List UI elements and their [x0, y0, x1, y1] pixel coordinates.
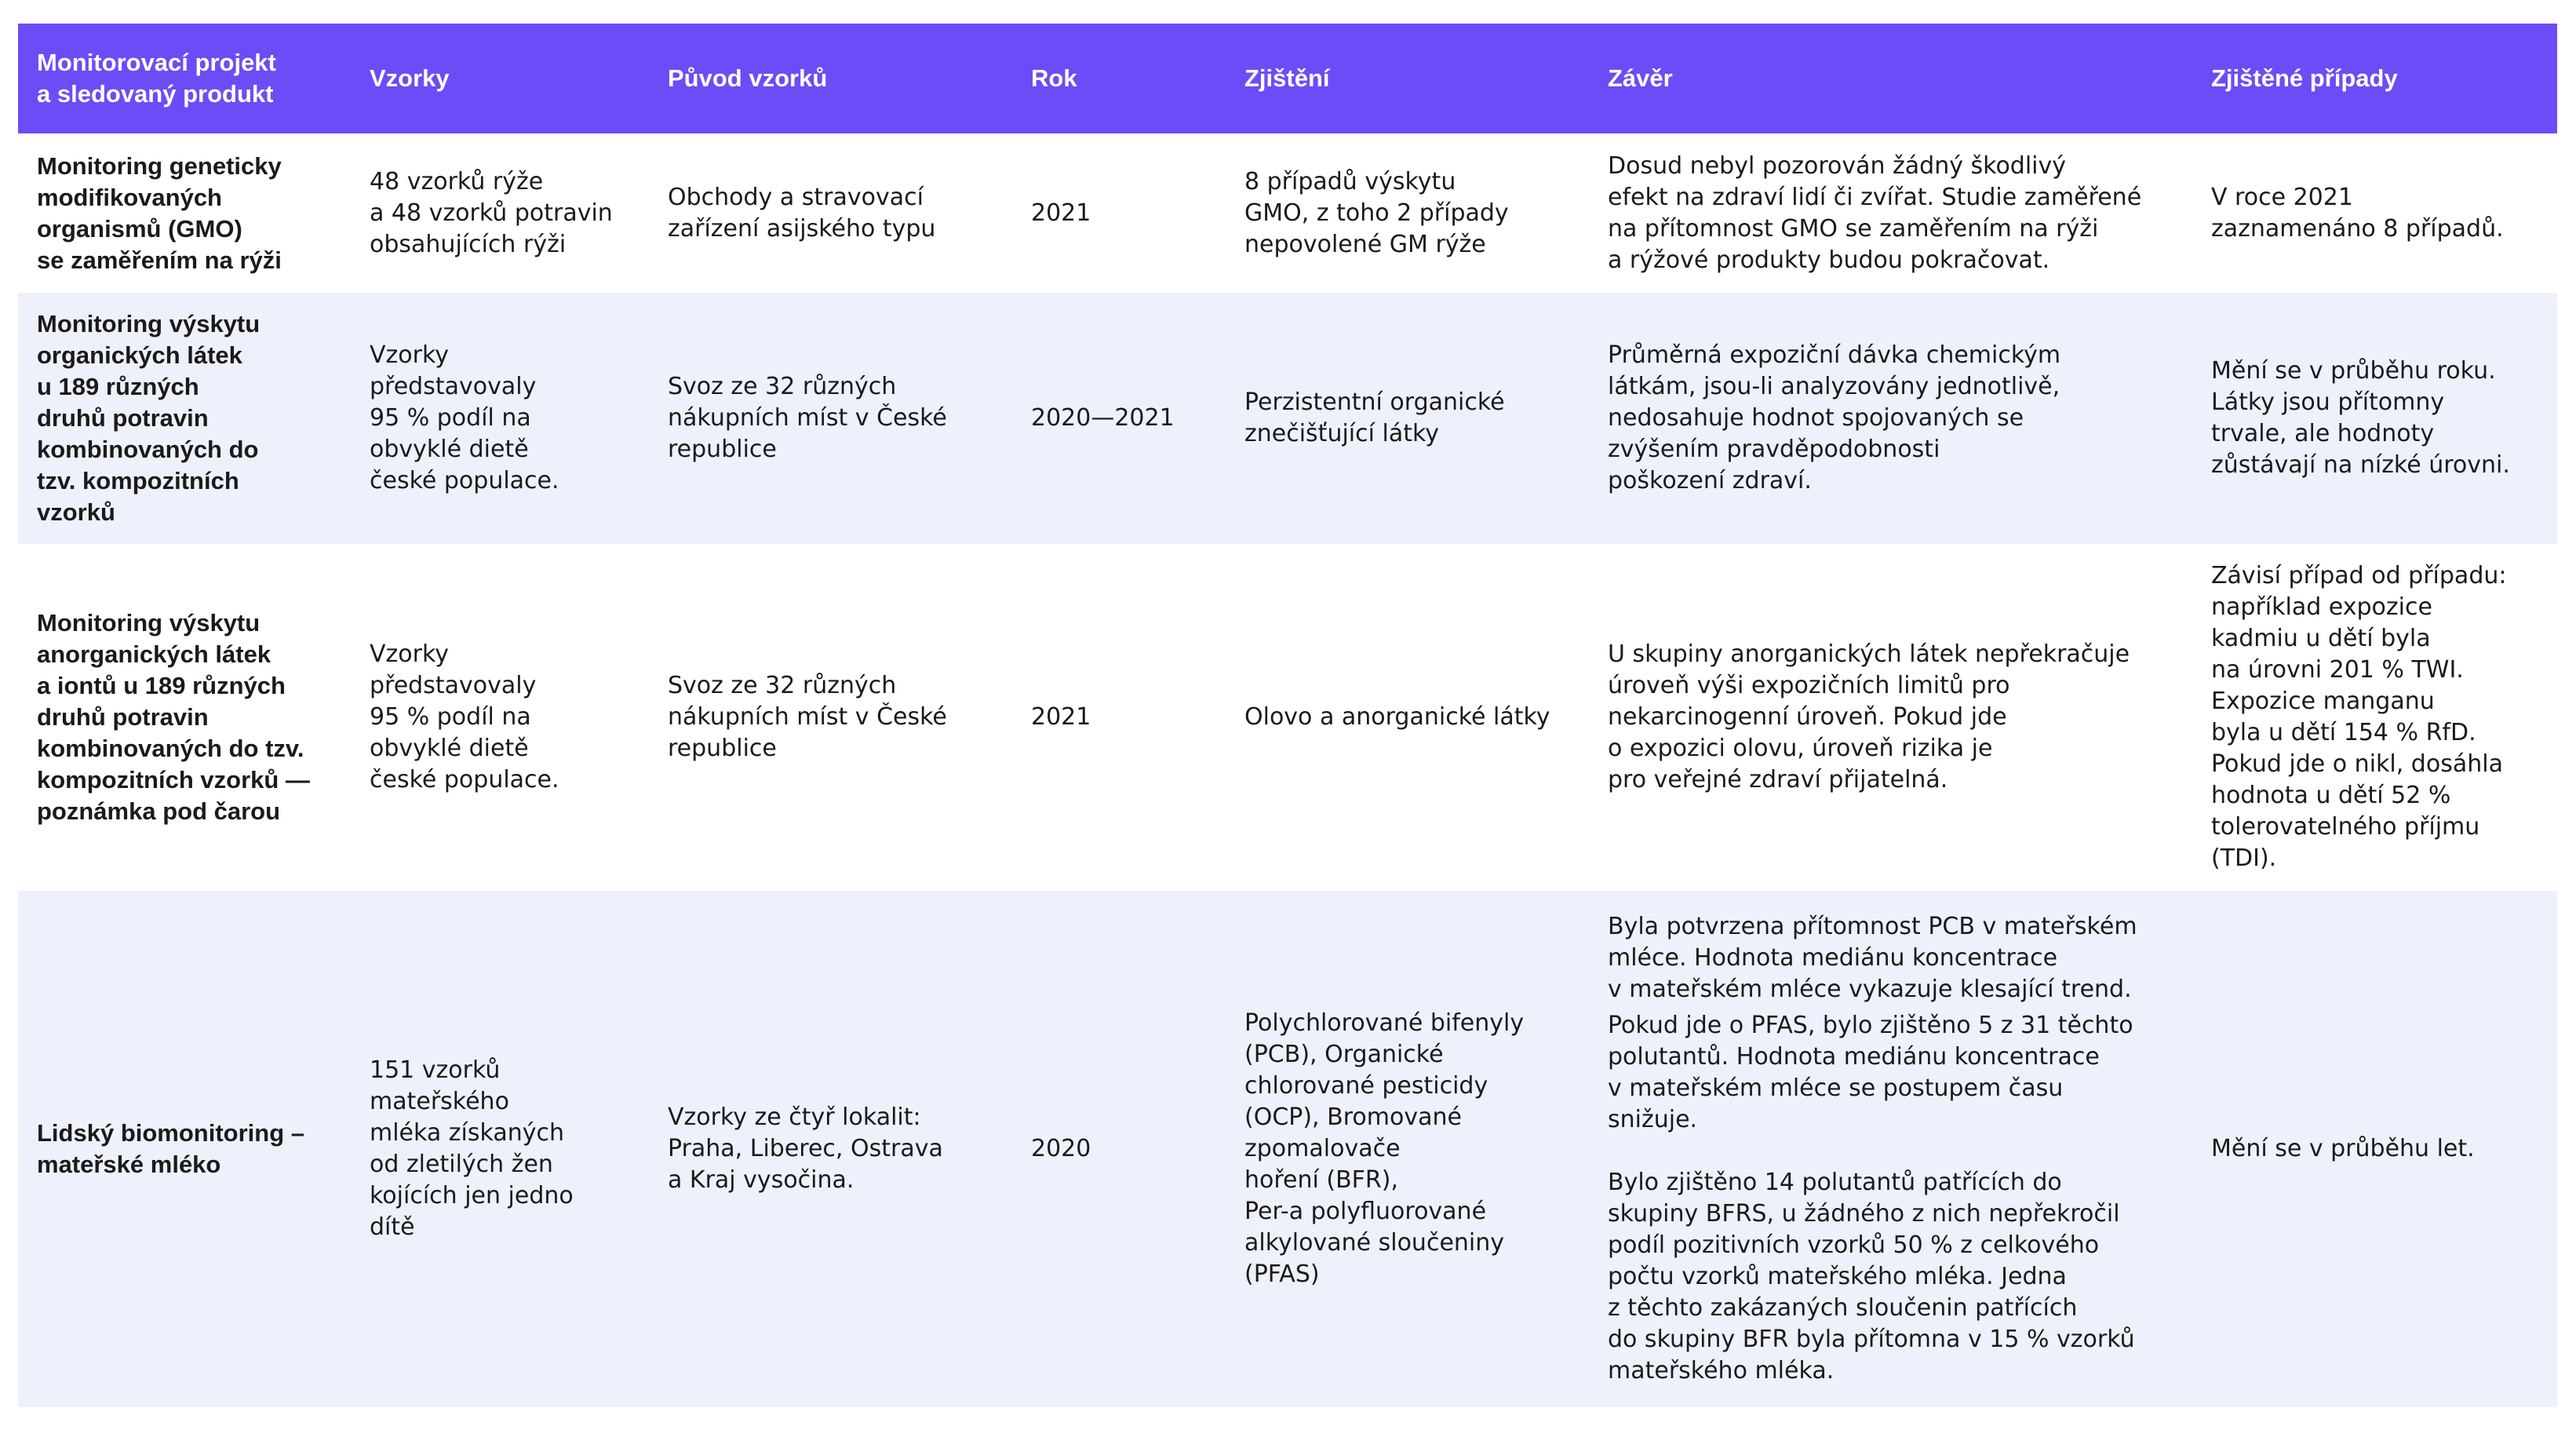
cell-origin: Obchody a stravovací zařízení asijského typu [649, 133, 1012, 293]
header-origin: Původ vzorků [649, 24, 1012, 133]
cell-conclusion [1589, 544, 2192, 891]
table-header-row [18, 24, 2557, 133]
conclusion-paragraph: Dosud nebyl pozorován žádný škodlivý efekt na zdraví lidí či zvířat. Studie zaměřené na přítomnost GMO se zaměřením na rýži a rýžové produkty budou pokračovat. [1608, 151, 2142, 274]
cell-year: 2020—2021 [1012, 293, 1226, 544]
cell-findings: Perzistentní organické znečišťující látky [1226, 293, 1589, 544]
header-cases: Zjištěné případy [2192, 24, 2557, 133]
header-project: Monitorovací projekt a sledovaný produkt [18, 24, 351, 133]
table-row [18, 133, 2557, 293]
cell-year: 2020 [1012, 891, 1226, 1407]
header-year: Rok [1012, 24, 1226, 133]
cell-project: Lidský biomonitoring – mateřské mléko [18, 891, 351, 1407]
cell-conclusion [1589, 293, 2192, 544]
cell-year: 2021 [1012, 544, 1226, 891]
cell-cases: Mění se v průběhu roku. Látky jsou přítomny trvale, ale hodnoty zůstávají na nízké úrovni. [2192, 293, 2557, 544]
monitoring-table-container [18, 24, 2557, 1407]
cell-project: Monitoring výskytu anorganických látek a iontů u 189 různých druhů potravin kombinovaných do tzv. kompozitních vzorků — poznámka pod čarou [18, 544, 351, 891]
cell-samples: Vzorky představovaly 95 % podíl na obvyklé dietě české populace. [351, 293, 649, 544]
monitoring-table [18, 24, 2557, 1407]
cell-cases: Mění se v průběhu let. [2192, 891, 2557, 1407]
cell-project: Monitoring geneticky modifikovaných organismů (GMO) se zaměřením na rýži [18, 133, 351, 293]
conclusion-paragraph: Byla potvrzena přítomnost PCB v mateřském mléce. Hodnota mediánu koncentrace v mateřském mléce vykazuje klesající trend. [1608, 913, 2137, 1003]
cell-project: Monitoring výskytu organických látek u 189 různých druhů potravin kombinovaných do tzv. kompozitních vzorků [18, 293, 351, 544]
table-row [18, 293, 2557, 544]
table-row [18, 544, 2557, 891]
cell-cases: V roce 2021 zaznamenáno 8 případů. [2192, 133, 2557, 293]
conclusion-paragraph: Pokud jde o PFAS, bylo zjištěno 5 z 31 těchto polutantů. Hodnota mediánu koncentrace v mateřském mléce se postupem času snižuje. [1608, 1012, 2133, 1133]
conclusion-paragraph: Bylo zjištěno 14 polutantů patřících do skupiny BFRS, u žádného z nich nepřekročil podíl pozitivních vzorků 50 % z celkového počtu vzorků mateřského mléka. Jedna z těchto zakázaných sloučenin patřících do skupiny BFR byla přítomna v 15 % vzorků mateřského mléka. [1608, 1169, 2135, 1384]
cell-cases: Závisí případ od případu: například expozice kadmiu u dětí byla na úrovni 201 % TWI. Expozice manganu byla u dětí 154 % RfD. Pokud jde o nikl, dosáhla hodnota u dětí 52 % tolerovatelného příjmu (TDI). [2192, 544, 2557, 891]
cell-samples: 48 vzorků rýže a 48 vzorků potravin obsahujících rýži [351, 133, 649, 293]
cell-findings: Polychlorované bifenyly (PCB), Organické chlorované pesticidy (OCP), Bromované zpomalovače hoření (BFR), Per-a polyfluorované alkylované sloučeniny (PFAS) [1226, 891, 1589, 1407]
cell-year: 2021 [1012, 133, 1226, 293]
header-conclusion: Závěr [1589, 24, 2192, 133]
header-samples: Vzorky [351, 24, 649, 133]
cell-samples: Vzorky představovaly 95 % podíl na obvyklé dietě české populace. [351, 544, 649, 891]
table-row [18, 891, 2557, 1407]
conclusion-paragraph: U skupiny anorganických látek nepřekračuje úroveň výši expozičních limitů pro nekarcinogenní úroveň. Pokud jde o expozici olovu, úroveň rizika je pro veřejné zdraví přijatelná. [1608, 640, 2130, 793]
cell-origin: Svoz ze 32 různých nákupních míst v České republice [649, 293, 1012, 544]
cell-conclusion [1589, 891, 2192, 1407]
header-findings: Zjištění [1226, 24, 1589, 133]
cell-findings: Olovo a anorganické látky [1226, 544, 1589, 891]
cell-findings: 8 případů výskytu GMO, z toho 2 případy nepovolené GM rýže [1226, 133, 1589, 293]
cell-origin: Svoz ze 32 různých nákupních míst v České republice [649, 544, 1012, 891]
cell-conclusion [1589, 133, 2192, 293]
cell-samples: 151 vzorků mateřského mléka získaných od zletilých žen kojících jen jedno dítě [351, 891, 649, 1407]
conclusion-paragraph: Průměrná expoziční dávka chemickým látkám, jsou-li analyzovány jednotlivě, nedosahuje hodnot spojovaných se zvýšením pravděpodobnosti poškození zdraví. [1608, 341, 2061, 494]
cell-origin: Vzorky ze čtyř lokalit: Praha, Liberec, Ostrava a Kraj vysočina. [649, 891, 1012, 1407]
